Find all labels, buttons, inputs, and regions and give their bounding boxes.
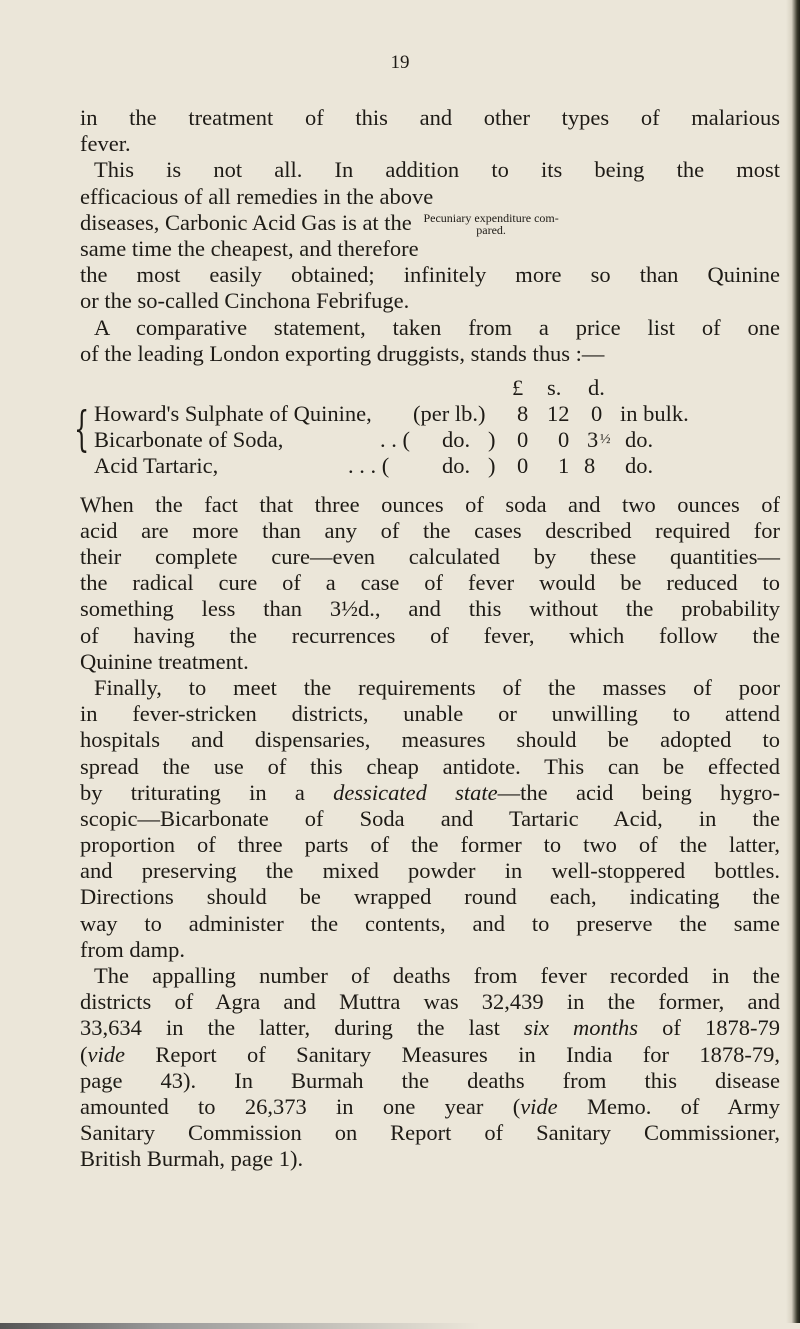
- italic-phrase: dessicated state: [333, 779, 498, 805]
- text-line: [80, 1094, 780, 1120]
- italic-phrase: vide: [520, 1093, 558, 1119]
- text-line: fever.: [80, 131, 131, 157]
- shillings-value: 12: [547, 401, 570, 427]
- marginal-note: [423, 212, 558, 236]
- text-line: diseases, Carbonic Acid Gas is at the: [80, 209, 412, 235]
- text-line: the radical cure of a case of fever would be reduced to: [80, 570, 780, 596]
- text-span: Memo. of Army: [557, 1093, 780, 1119]
- price-note: in bulk.: [620, 401, 689, 427]
- text-line-with-marginal: [80, 210, 780, 236]
- price-table-row: [80, 453, 780, 479]
- text-line: A comparative statement, taken from a price list of one: [94, 314, 780, 340]
- text-span: (: [80, 1041, 88, 1067]
- text-line: Directions should be wrapped round each, indicating the: [80, 884, 780, 910]
- pounds-value: 0: [517, 427, 529, 453]
- shillings-value: 1: [558, 453, 570, 479]
- item-unit: do.: [442, 427, 471, 453]
- text-line: districts of Agra and Muttra was 32,439 in the former, and: [80, 989, 780, 1015]
- text-line: Sanitary Commission on Report of Sanitary Commissioner,: [80, 1120, 780, 1146]
- page-edge-shadow: [786, 0, 800, 1329]
- text-line: page 43). In Burmah the deaths from this disease: [80, 1067, 780, 1093]
- text-line: [80, 1015, 780, 1041]
- text-line: When the fact that three ounces of soda and two ounces of: [80, 491, 780, 517]
- price-table: [74, 374, 780, 480]
- pounds-value: 0: [517, 453, 529, 479]
- item-name: Bicarbonate of Soda,: [94, 427, 284, 453]
- item-name: Howard's Sulphate of Quinine,: [94, 401, 372, 427]
- price-note: do.: [625, 453, 654, 479]
- item-leader: . . . (: [348, 453, 390, 479]
- text-span: amounted to 26,373 in one year (: [80, 1093, 521, 1119]
- text-line: [80, 1042, 780, 1068]
- text-line: The appalling number of deaths from fever recorded in the: [94, 963, 780, 988]
- pence-value: 0: [591, 401, 603, 427]
- text-line: acid are more than any of the cases described required for: [80, 517, 780, 543]
- text-line: British Burmah, page 1).: [80, 1146, 304, 1172]
- text-line: [80, 780, 780, 806]
- text-line: something less than 3½d., and this without the probability: [80, 596, 780, 622]
- pounds-header: £: [512, 374, 524, 400]
- body-text: [74, 105, 780, 1173]
- item-unit-close: ): [488, 453, 496, 479]
- text-line: and preserving the mixed powder in well-stoppered bottles.: [80, 858, 780, 884]
- pence-value: 8: [584, 453, 596, 479]
- text-line: of having the recurrences of fever, which follow the: [80, 622, 780, 648]
- text-line: scopic—Bicarbonate of Soda and Tartaric Acid, in the: [80, 805, 780, 831]
- text-span: —the acid being hygro-: [497, 779, 780, 805]
- price-note: do.: [625, 427, 654, 453]
- price-table-row: [80, 427, 780, 453]
- price-table-header: [80, 375, 780, 401]
- text-line: same time the cheapest, and therefore: [80, 235, 419, 261]
- text-line: efficacious of all remedies in the above: [80, 183, 434, 209]
- text-line: their complete cure—even calculated by these quantities—: [80, 544, 780, 569]
- item-leader: . . (: [380, 427, 410, 453]
- pence-fraction: ½: [600, 432, 611, 448]
- marginal-note-line: Pecuniary expenditure com-: [423, 210, 559, 225]
- text-line: the most easily obtained; infinitely more so than Quinine: [80, 262, 780, 288]
- item-name: Acid Tartaric,: [94, 453, 219, 479]
- text-line: spread the use of this cheap antidote. This can be effected: [80, 753, 780, 779]
- text-line: in fever-stricken districts, unable or unwilling to attend: [80, 701, 780, 727]
- marginal-note-line: pared.: [476, 222, 506, 237]
- shillings-header: s.: [547, 374, 562, 400]
- text-span: Report of Sanitary Measures in India for 1878-79,: [124, 1041, 780, 1067]
- text-line: proportion of three parts of the former to two of the latter,: [80, 832, 780, 858]
- shillings-value: 0: [558, 427, 570, 453]
- pence-value: 3: [587, 427, 599, 453]
- text-line: Quinine treatment.: [80, 648, 249, 674]
- pence-header: d.: [588, 374, 605, 400]
- page-number: 19: [390, 52, 410, 73]
- text-line: or the so-called Cinchona Febrifuge.: [80, 288, 410, 314]
- text-line: way to administer the contents, and to preserve the same: [80, 910, 780, 936]
- text-line: hospitals and dispensaries, measures should be adopted to: [80, 727, 780, 753]
- brace-icon: {: [74, 400, 90, 457]
- text-span: of 1878-79: [638, 1015, 780, 1041]
- italic-phrase: six months: [523, 1015, 639, 1041]
- pounds-value: 8: [517, 401, 529, 427]
- text-line: of the leading London exporting druggists, stands thus :—: [80, 340, 605, 366]
- price-table-row: [80, 401, 780, 427]
- page-bottom-edge: [0, 1323, 800, 1329]
- text-line: This is not all. In addition to its being the most: [94, 157, 780, 183]
- item-unit-close: ): [488, 427, 496, 453]
- text-span: 33,634 in the latter, during the last: [80, 1015, 524, 1041]
- item-unit: do.: [442, 453, 471, 479]
- text-line: from damp.: [80, 936, 185, 962]
- item-unit: (per lb.): [413, 401, 486, 427]
- text-line: Finally, to meet the requirements of the masses of poor: [94, 674, 780, 700]
- text-line: in the treatment of this and other types of malarious: [80, 105, 780, 130]
- text-span: by triturating in a: [80, 779, 334, 805]
- italic-phrase: vide: [87, 1041, 125, 1067]
